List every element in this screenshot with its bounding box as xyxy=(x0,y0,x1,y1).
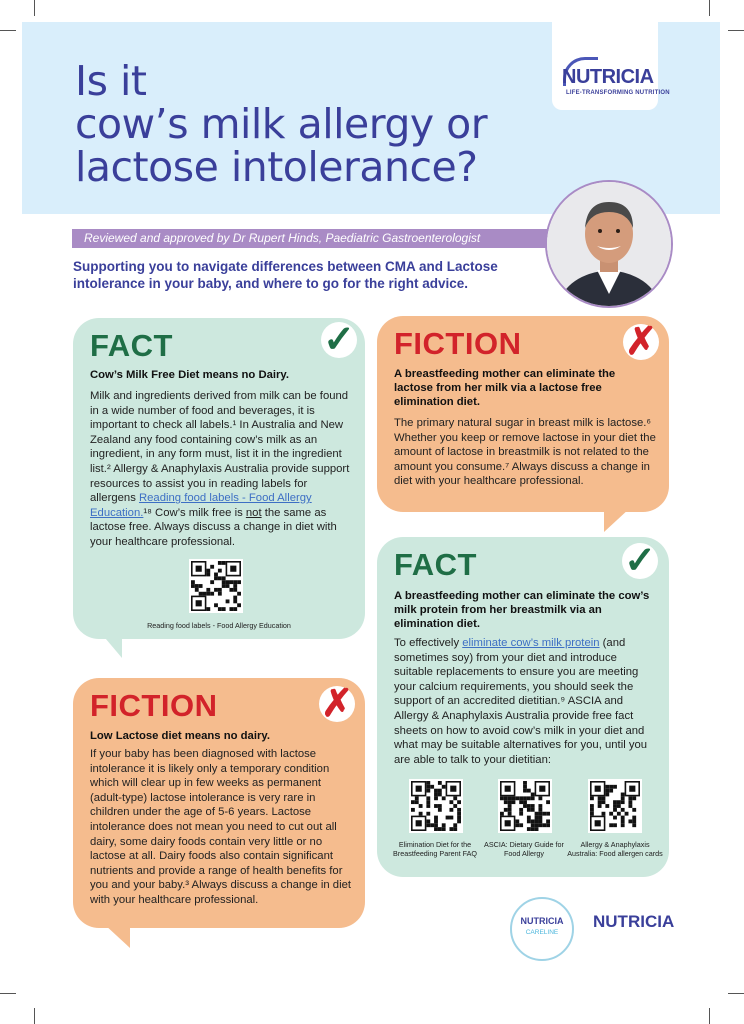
crop-mark xyxy=(34,1008,35,1024)
fact-card-cow-milk-free xyxy=(73,318,365,639)
doctor-portrait xyxy=(545,180,673,308)
qr-caption: Elimination Diet for the Breastfeeding Parent FAQ xyxy=(393,840,477,858)
qr-code[interactable] xyxy=(189,559,243,613)
speech-tail xyxy=(100,632,122,658)
title-line: cow’s milk allergy or xyxy=(75,100,488,148)
reviewed-by-banner: Reviewed and approved by Dr Rupert Hinds, Paediatric Gastroenterologist xyxy=(72,229,552,248)
card-heading: FICTION xyxy=(394,326,522,361)
crop-mark xyxy=(709,1008,710,1024)
title-line: lactose intolerance? xyxy=(75,143,478,191)
card-heading: FACT xyxy=(394,547,477,582)
card-statement: Low Lactose diet means no dairy. xyxy=(90,730,270,742)
body-text: the same as lactose free. Always discuss a change in diet with your healthcare professional. xyxy=(90,506,337,548)
fiction-card-lactose-breastmilk xyxy=(377,316,669,512)
crop-mark xyxy=(728,30,744,31)
card-body xyxy=(90,389,354,550)
qr-code[interactable] xyxy=(588,779,642,833)
crop-mark xyxy=(34,0,35,16)
emphasis-not: not xyxy=(245,506,262,519)
body-text: To effectively xyxy=(394,637,463,649)
crop-mark xyxy=(709,0,710,16)
nutricia-footer-logo: NUTRICIA xyxy=(593,912,675,931)
check-mark-icon: ✓ xyxy=(321,322,357,358)
body-text: ¹⁸ Cow’s milk free is xyxy=(143,506,246,519)
qr-caption: Allergy & Anaphylaxis Australia: Food allergen cards xyxy=(567,840,663,858)
card-heading: FACT xyxy=(90,328,173,363)
card-body xyxy=(394,636,656,767)
card-statement: A breastfeeding mother can eliminate the cow’s milk protein from her breastmilk via an elimination diet. xyxy=(394,590,650,630)
crop-mark xyxy=(0,30,16,31)
careline-label: CARELINE xyxy=(525,929,559,936)
careline-brand: NUTRICIA xyxy=(520,916,564,926)
nutricia-careline-logo xyxy=(510,897,574,961)
speech-tail xyxy=(104,924,130,948)
logo-tagline: LIFE-TRANSFORMING NUTRITION xyxy=(566,90,670,96)
body-text: Milk and ingredients derived from milk can be found in a wide number of food and beverages, it is important to check all labels.¹ In Australia and New Zealand any food containing cow’s milk as an ingredient, in any form must, list it in the ingredient list.² Allergy & Anaphylaxis Australia provide support resources to assist you in reading labels for allergens xyxy=(90,390,350,505)
qr-code[interactable] xyxy=(409,779,463,833)
speech-tail xyxy=(604,508,630,532)
qr-caption: ASCIA: Dietary Guide for Food Allergy xyxy=(484,840,564,858)
eliminate-cows-milk-protein-link[interactable]: eliminate cow’s milk protein xyxy=(462,637,600,649)
reading-food-labels-link[interactable]: Reading food labels - Food Allergy Education. xyxy=(90,492,312,519)
card-statement: A breastfeeding mother can eliminate the lactose from her milk via a lactose free elimination diet. xyxy=(394,368,616,408)
nutricia-logo: NUTRICIA xyxy=(562,66,654,88)
cross-mark-icon: ✗ xyxy=(319,686,355,722)
crop-mark xyxy=(728,993,744,994)
check-mark-icon: ✓ xyxy=(622,543,658,579)
card-body: If your baby has been diagnosed with lactose intolerance it is likely only a temporary condition which will clear up in few weeks as permanent (adult-type) lactose intolerance is very rare in children under the age of 5-6 years. Lactose intolerance does not mean you need to cut out all dairy, some dairy foods contain very little or no lactose at all. Dairy foods also contain significant nutrients and provide a range of health benefits for you and your baby.³ Always discuss a change in diet with your healthcare professional. xyxy=(90,748,352,906)
body-text: (and sometimes soy) from your diet and introduce suitable replacements to ensure you are meeting your calcium requirements, you should seek the support of an accredited dietitian.⁹ ASCIA and Allergy & Anaphylaxis Australia provide free fact sheets on how to avoid cow’s milk in your diet and what may be suitable alternatives for you, until you are able to talk to your dietitian: xyxy=(394,637,648,766)
card-body: The primary natural sugar in breast milk is lactose.⁶ Whether you keep or remove lactose in your diet the amount of lactose in breastmilk is not related to the amount you consume.⁷ Always discuss a change in diet with your healthcare professional. xyxy=(394,417,656,488)
page-title xyxy=(75,57,488,191)
qr-caption: Reading food labels - Food Allergy Education xyxy=(147,621,291,630)
fact-card-cow-milk-protein xyxy=(377,537,669,877)
title-line: Is it xyxy=(75,57,147,105)
qr-code[interactable] xyxy=(498,779,552,833)
crop-mark xyxy=(0,993,16,994)
card-statement: Cow’s Milk Free Diet means no Dairy. xyxy=(90,369,290,381)
card-heading: FICTION xyxy=(90,688,218,723)
cross-mark-icon: ✗ xyxy=(623,324,659,360)
fiction-card-low-lactose xyxy=(73,678,365,928)
intro-subtitle: Supporting you to navigate differences between CMA and Lactose intolerance in your baby, and where to go for the right advice. xyxy=(73,259,498,291)
